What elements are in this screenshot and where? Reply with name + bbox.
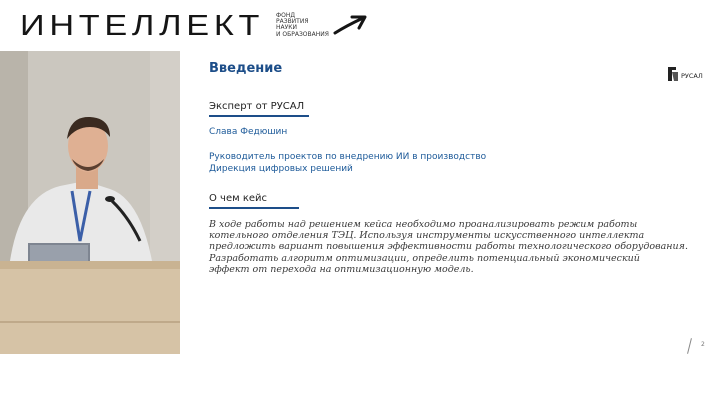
expert-role-line2: Дирекция цифровых решений xyxy=(209,164,353,174)
case-line: котельного отделения ТЭЦ. Используя инструменты искусственного интеллекта xyxy=(209,230,645,242)
case-line: В ходе работы над решением кейса необходимо проанализировать режим работы xyxy=(209,219,638,230)
slide-title: Введение xyxy=(209,61,283,76)
brand-header xyxy=(20,10,329,42)
speaker-image xyxy=(0,51,180,354)
case-description xyxy=(209,219,709,275)
rusal-logo xyxy=(665,64,705,88)
case-heading-underline xyxy=(209,207,299,209)
expert-name: Слава Федюшин xyxy=(209,127,288,137)
arrow-up-right-icon xyxy=(332,14,368,36)
expert-heading-underline xyxy=(209,115,309,117)
case-line: предложить вариант повышения эффективности работы технологического оборудования. xyxy=(209,241,688,253)
case-heading: О чем кейс xyxy=(209,193,268,204)
expert-heading: Эксперт от РУСАЛ xyxy=(209,101,305,112)
brand-subtitle: ФОНД РАЗВИТИЯ НАУКИ И ОБРАЗОВАНИЯ xyxy=(276,12,329,38)
expert-role-line1: Руководитель проектов по внедрению ИИ в производство xyxy=(209,152,487,162)
page-divider xyxy=(687,338,692,354)
brand-wordmark: ИНТЕЛЛЕКТ xyxy=(20,10,265,42)
page-number: 2 xyxy=(701,341,705,348)
case-line: Разработать алгоритм оптимизации, определить потенциальный экономический xyxy=(209,252,640,264)
case-line: эффект от перехода на оптимизационную модель. xyxy=(209,263,474,275)
speaker-video xyxy=(0,51,180,354)
svg-text:РУСАЛ: РУСАЛ xyxy=(681,72,703,80)
